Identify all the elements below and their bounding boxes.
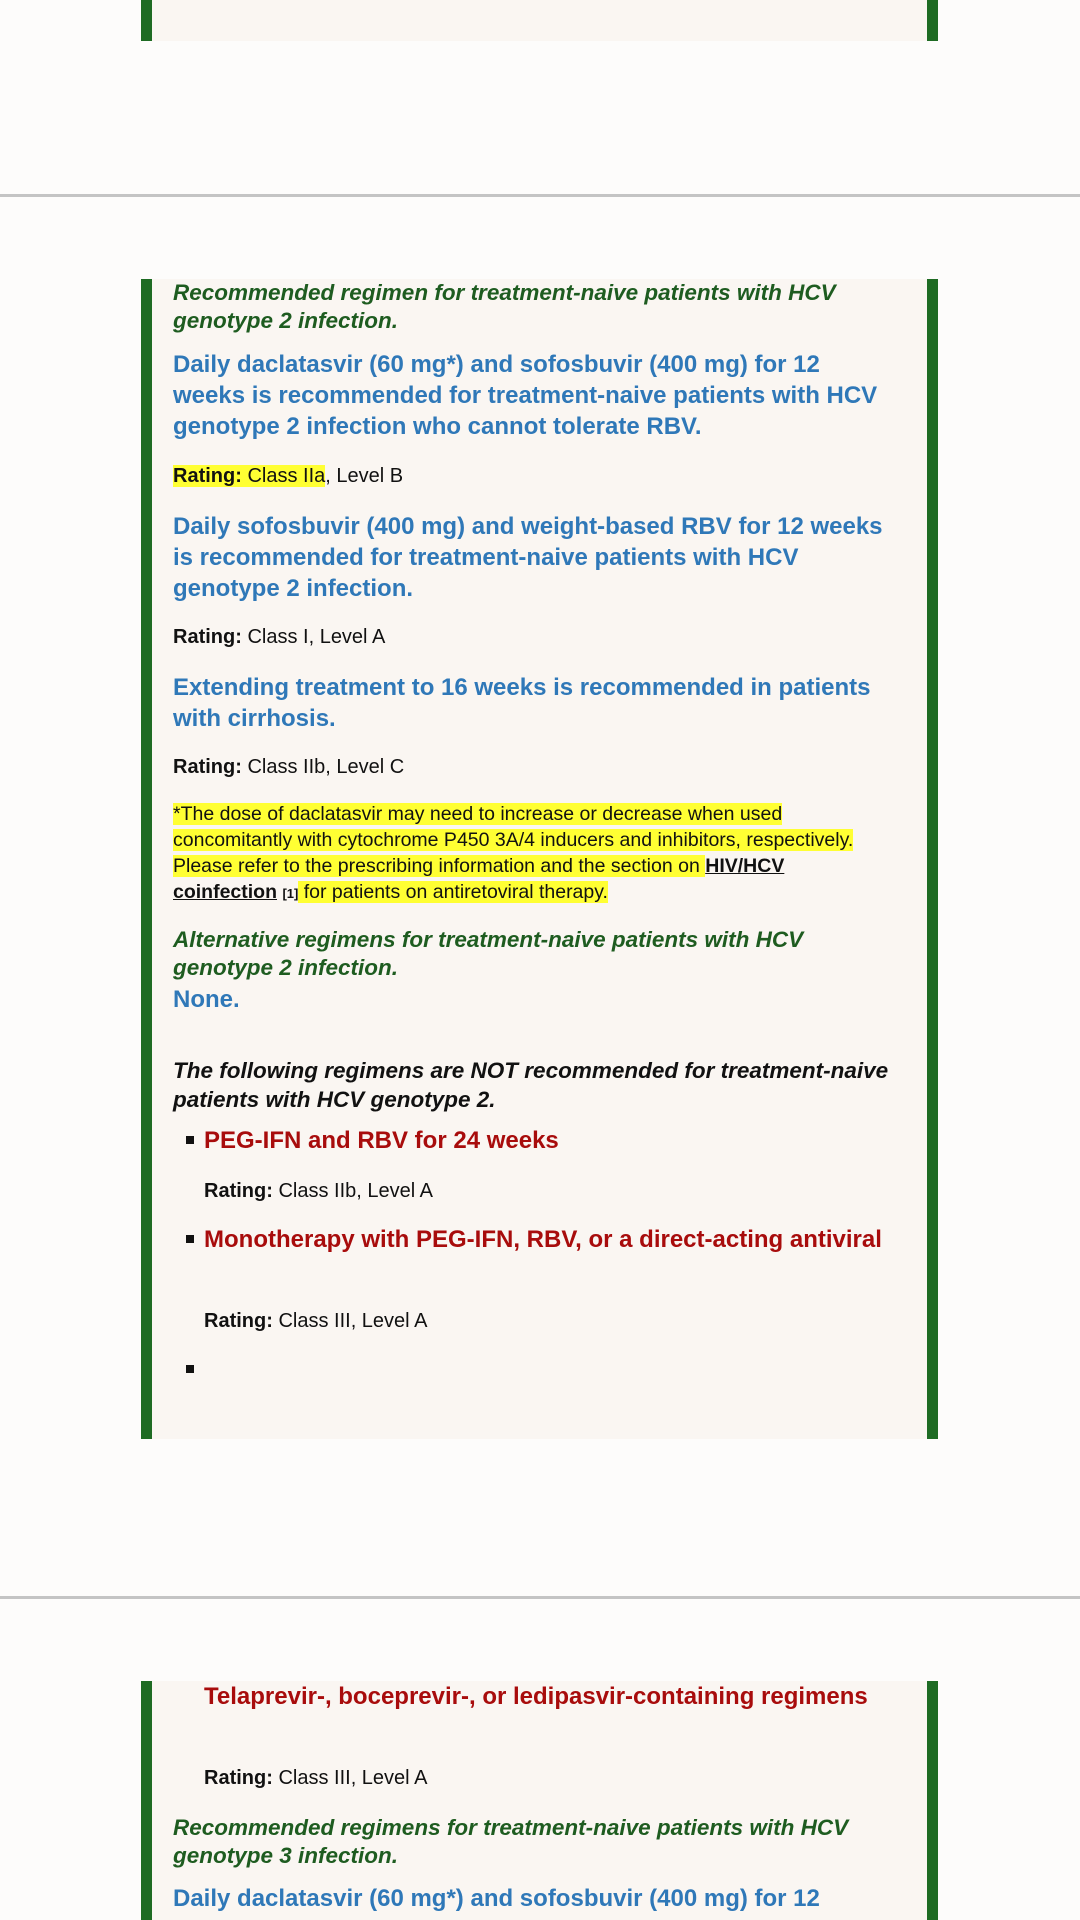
not-recommended-heading: The following regimens are NOT recommended for treatment-naive patients with HCV genotype 2. (173, 1058, 889, 1112)
page-divider (0, 1596, 1080, 1599)
rating-3-value: Class IIb, Level C (247, 756, 405, 778)
rating-2-value: Class I, Level A (247, 626, 386, 648)
rating-label: Rating: (173, 626, 242, 648)
dosing-note-end: for patients on antiretoviral therapy. (298, 881, 608, 903)
hiv-hcv-coinfection-link[interactable]: HIV/HCV coinfection (173, 855, 785, 903)
dosing-note (173, 801, 885, 907)
bullet-marker (186, 1235, 194, 1243)
rating-1-class: Class IIa (247, 465, 326, 487)
dosing-note-text: *The dose of daclatasvir may need to increase or decrease when used concomitantly with cytochrome P450 3A/4 inducers and inhibitors, respectively. Please refer to the prescribing information and the section on (173, 803, 854, 877)
recommendation-2: Daily sofosbuvir (400 mg) and weight-based RBV for 12 weeks is recommended for treatment-naive patients with HCV genotype 2 infection. (173, 513, 883, 602)
rating-label: Rating: (173, 465, 242, 487)
reference-marker[interactable]: [1] (282, 886, 299, 901)
not-recommended-item-3-rating (204, 1765, 427, 1791)
alternative-none: None. (173, 986, 240, 1013)
rating-1-level: , Level B (325, 465, 404, 487)
recommended-heading: Recommended regimen for treatment-naive patients with HCV genotype 2 infection. (173, 280, 836, 333)
rating-label: Rating: (204, 1767, 273, 1789)
bullet-marker (186, 1136, 194, 1144)
bullet-marker (186, 1365, 194, 1373)
rating-1 (173, 463, 403, 489)
rating-label: Rating: (173, 756, 242, 778)
rating-label: Rating: (204, 1310, 273, 1332)
recommended-heading-genotype-3: Recommended regimens for treatment-naive patients with HCV genotype 3 infection. (173, 1815, 849, 1868)
rating-label: Rating: (204, 1180, 273, 1202)
not-recommended-item-2: Monotherapy with PEG-IFN, RBV, or a direct-acting antiviral (204, 1226, 882, 1253)
recommendation-3: Extending treatment to 16 weeks is recommended in patients with cirrhosis. (173, 674, 871, 732)
not-recommended-item-2-rating (204, 1308, 427, 1334)
panel-genotype-3 (141, 1681, 938, 1920)
recommendation-genotype-3: Daily daclatasvir (60 mg*) and sofosbuvir (400 mg) for 12 (173, 1885, 820, 1912)
rating-value: Class III, Level A (278, 1767, 428, 1789)
alternative-heading: Alternative regimens for treatment-naive patients with HCV genotype 2 infection. (173, 927, 804, 980)
page-divider (0, 194, 1080, 197)
rating-2 (173, 624, 385, 650)
panel-top-fragment (141, 0, 938, 41)
rating-value: Class III, Level A (278, 1310, 428, 1332)
rating-value: Class IIb, Level A (278, 1180, 433, 1202)
recommendation-1: Daily daclatasvir (60 mg*) and sofosbuvir (400 mg) for 12 weeks is recommended for treatment-naive patients with HCV genotype 2 infection who cannot tolerate RBV. (173, 351, 878, 440)
not-recommended-item-1-rating (204, 1178, 433, 1204)
rating-3 (173, 754, 404, 780)
not-recommended-item-3: Telaprevir-, boceprevir-, or ledipasvir-containing regimens (204, 1683, 868, 1710)
not-recommended-item-1: PEG-IFN and RBV for 24 weeks (204, 1127, 559, 1154)
panel-genotype-2 (141, 279, 938, 1439)
